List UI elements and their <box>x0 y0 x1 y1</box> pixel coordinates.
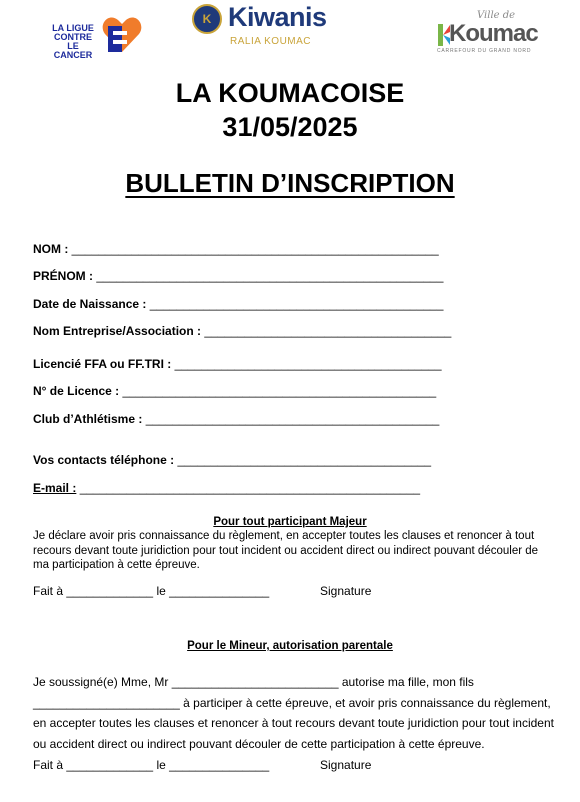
licence-line[interactable]: _______________________________________________ <box>122 384 437 398</box>
club-field[interactable] <box>33 412 439 426</box>
mineur-line-1[interactable]: Je soussigné(e) Mme, Mr _________________________ autorise ma fille, mon fils <box>33 675 474 689</box>
ville-de-koumac-logo <box>437 8 545 56</box>
licence-label: N° de Licence : <box>33 384 120 398</box>
licence-field[interactable] <box>33 384 436 398</box>
mineur-line-4: ou accident direct ou indirect pouvant découler de cette participation à cette épreuve. <box>33 737 485 751</box>
date-naissance-line[interactable]: ____________________________________________ <box>149 297 444 311</box>
licencie-label: Licencié FFA ou FF.TRI : <box>33 357 172 371</box>
ligue-contre-le-cancer-logo <box>47 12 143 58</box>
prenom-label: PRÉNOM : <box>33 269 93 283</box>
ligue-logo-text: LA LIGUE CONTRE LE CANCER <box>52 23 94 60</box>
telephone-field[interactable] <box>33 453 431 467</box>
majeur-declaration: Je déclare avoir pris connaissance du règlement, en accepter toutes les clauses et renoncer à tout recours devant toute juridiction pour tout incident ou accident direct ou indirect pouvant découler de ma participation à cette épreuve. <box>33 530 539 571</box>
club-label: Club d’Athlétisme : <box>33 412 143 426</box>
email-field[interactable] <box>33 481 420 495</box>
mineur-heading: Pour le Mineur, autorisation parentale <box>187 640 393 652</box>
event-title: LA KOUMACOISE <box>175 78 405 108</box>
mineur-signature-label: Signature <box>320 758 372 772</box>
ligue-heart-icon <box>102 12 142 54</box>
date-naissance-field[interactable] <box>33 297 443 311</box>
email-line[interactable]: ___________________________________________________ <box>79 481 421 495</box>
event-date: 31/05/2025 <box>222 112 358 142</box>
email-label: E-mail : <box>33 481 77 495</box>
mineur-line-3: en accepter toutes les clauses et renoncer à tout recours devant toute juridiction pour tout incident <box>33 716 554 730</box>
kiwanis-logo <box>190 2 370 50</box>
entreprise-label: Nom Entreprise/Association : <box>33 324 202 338</box>
nom-label: NOM : <box>33 242 69 256</box>
koumac-tagline: CARREFOUR DU GRAND NORD <box>437 48 532 54</box>
kiwanis-subtitle: RALIA KOUMAC <box>230 36 312 47</box>
entreprise-field[interactable] <box>33 324 451 338</box>
licencie-field[interactable] <box>33 357 442 371</box>
koumac-name: Koumac <box>449 20 538 47</box>
nom-field[interactable] <box>33 242 439 256</box>
date-naissance-label: Date de Naissance : <box>33 297 147 311</box>
kiwanis-emblem-icon: K <box>192 4 222 34</box>
majeur-heading: Pour tout participant Majeur <box>213 516 367 528</box>
club-line[interactable]: ____________________________________________ <box>145 412 440 426</box>
entreprise-line[interactable]: _____________________________________ <box>204 324 452 338</box>
mineur-line-2[interactable]: ______________________ à participer à cette épreuve, et avoir pris connaissance du règlement, <box>33 696 551 710</box>
prenom-line[interactable]: ____________________________________________________ <box>96 269 444 283</box>
kiwanis-name: Kiwanis <box>228 2 327 32</box>
mineur-fait-a[interactable]: Fait à _____________ le _______________ <box>33 758 270 772</box>
prenom-field[interactable] <box>33 269 443 283</box>
licencie-line[interactable]: ________________________________________ <box>174 357 442 371</box>
telephone-label: Vos contacts téléphone : <box>33 453 175 467</box>
majeur-signature-label: Signature <box>320 584 372 598</box>
koumac-ville-text: Ville de <box>477 10 516 21</box>
nom-line[interactable]: _______________________________________________________ <box>71 242 439 256</box>
form-title: BULLETIN D’INSCRIPTION <box>125 168 455 198</box>
majeur-fait-a[interactable]: Fait à _____________ le _______________ <box>33 584 270 598</box>
telephone-line[interactable]: ______________________________________ <box>177 453 432 467</box>
